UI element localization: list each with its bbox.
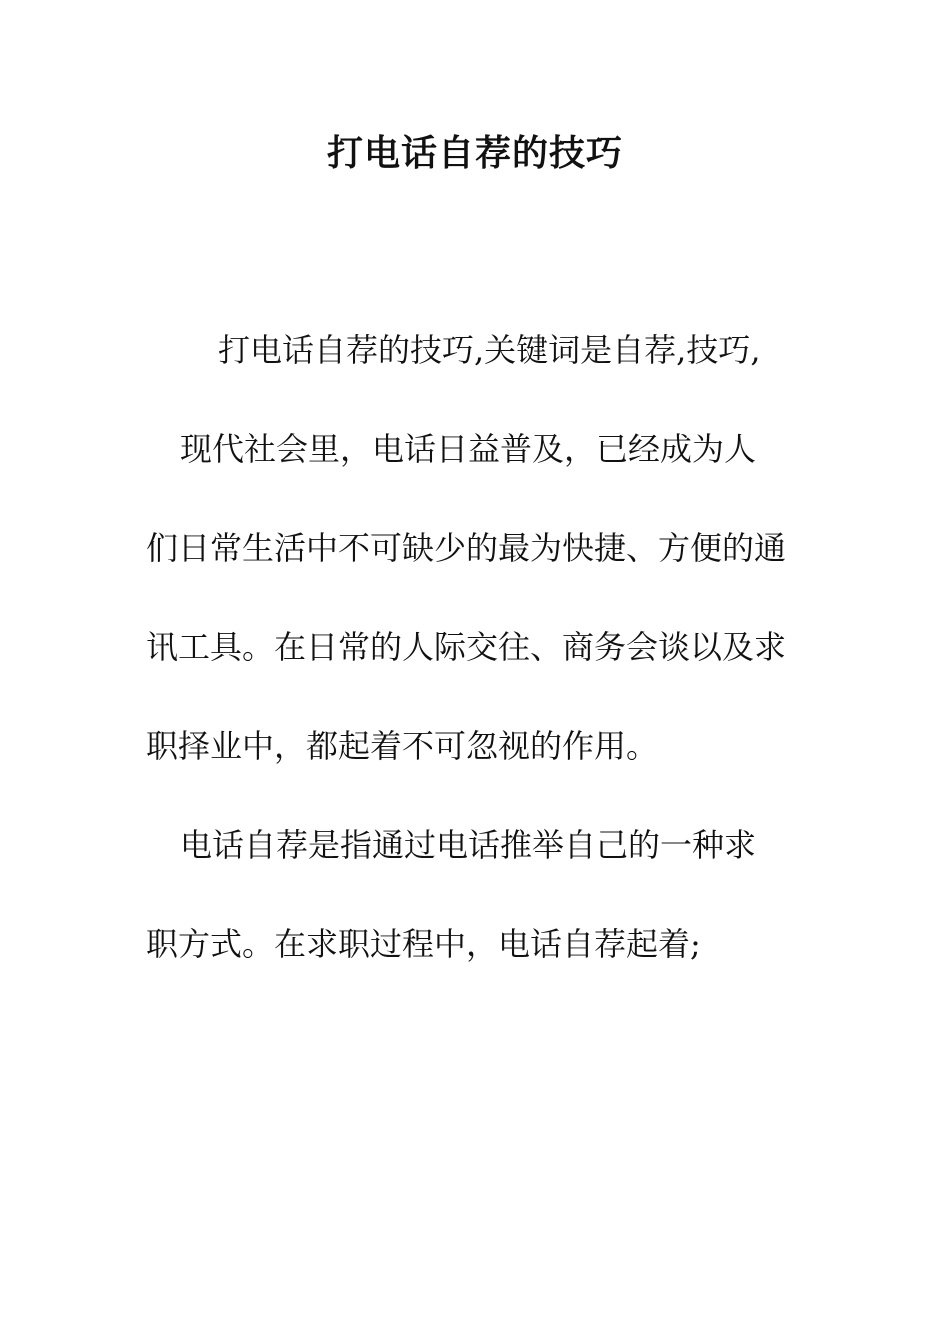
- paragraph-definition: 电话自荐是指通过电话推举自己的一种求职方式。在求职过程中，电话自荐起着;: [146, 826, 757, 963]
- paragraph-keywords: 打电话自荐的技巧,关键词是自荐,技巧,: [218, 331, 761, 369]
- document-title: 打电话自荐的技巧: [326, 133, 623, 174]
- document-body: [146, 301, 786, 994]
- paragraph-intro: 现代社会里，电话日益普及，已经成为人们日常生活中不可缺少的最为快捷、方便的通讯工具。在日常的人际交往、商务会谈以及求职择业中，都起着不可忽视的作用。: [146, 430, 787, 765]
